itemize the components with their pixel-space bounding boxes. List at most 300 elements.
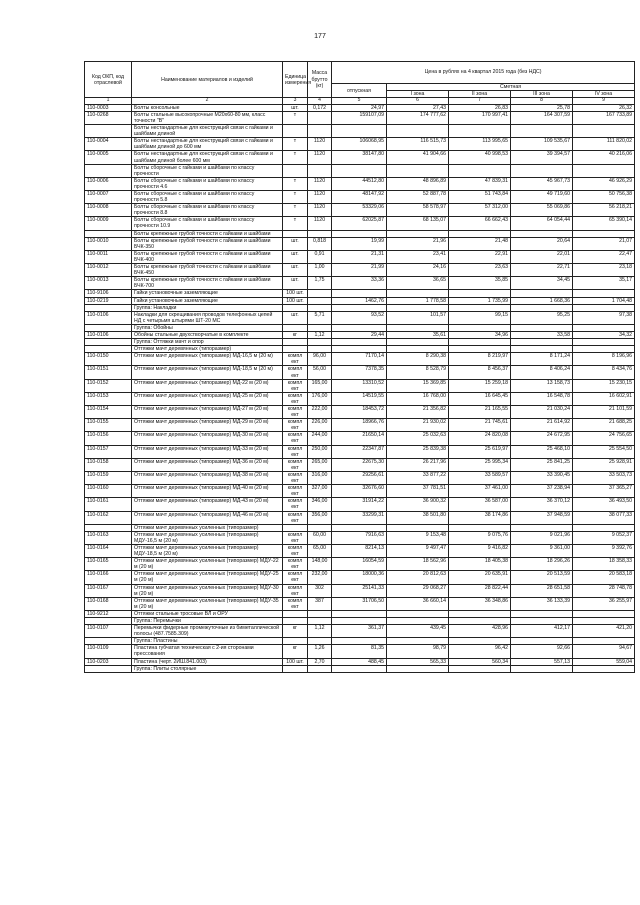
row-price-zone-1: 58 578,97 — [387, 204, 449, 217]
row-price-zone-3: 49 719,60 — [511, 191, 573, 204]
row-price-zone-3: 25,78 — [511, 104, 573, 111]
row-price-zone-4: 56 218,21 — [573, 204, 635, 217]
row-price-zone-3: 20 513,59 — [511, 571, 573, 584]
row-price-zone-4 — [573, 524, 635, 531]
row-price-zone-1 — [387, 524, 449, 531]
row-unit — [283, 324, 308, 331]
row-code: 110-0150 — [85, 353, 132, 366]
row-price-zone-1 — [387, 638, 449, 645]
row-name: Группа: Накладки — [132, 304, 283, 311]
row-price-zone-3 — [511, 638, 573, 645]
price-table — [84, 61, 635, 673]
header-code: Код ОКП, код отраслевой — [85, 62, 132, 98]
row-name: Оттяжки мачт деревянных (типоразмер) МД-18,5 м (20 м) — [132, 366, 283, 379]
row-name: Группа: Оттяжки мачт и опор — [132, 339, 283, 346]
row-price-zone-3: 39 394,57 — [511, 151, 573, 164]
row-name: Оттяжки мачт деревянных (типоразмер) МД-30 м (20 м) — [132, 432, 283, 445]
row-price-zone-4: 1 704,48 — [573, 297, 635, 304]
row-price-zone-3 — [511, 665, 573, 672]
row-unit: кг — [283, 331, 308, 338]
row-price-zone-4: 35,17 — [573, 277, 635, 290]
row-price-zone-4 — [573, 610, 635, 617]
row-price-zone-1: 174 777,62 — [387, 111, 449, 124]
row-price-zone-1: 29 068,27 — [387, 584, 449, 597]
row-unit — [283, 665, 308, 672]
row-price-zone-2 — [449, 304, 511, 311]
row-name: Оттяжки мачт деревянных (типоразмер) МД-33 м (20 м) — [132, 445, 283, 458]
row-price-release — [332, 230, 387, 237]
row-price-zone-2: 22,91 — [449, 250, 511, 263]
row-price-zone-1: 9 497,47 — [387, 544, 449, 557]
table-row — [85, 164, 635, 177]
row-price-release: 8214,13 — [332, 544, 387, 557]
header-unit: Единица измерения — [283, 62, 308, 98]
row-price-release: 32676,60 — [332, 485, 387, 498]
row-code: 110-0109 — [85, 645, 132, 658]
row-price-zone-4 — [573, 164, 635, 177]
row-price-release: 159107,09 — [332, 111, 387, 124]
table-row — [85, 584, 635, 597]
row-price-zone-3 — [511, 304, 573, 311]
row-mass: 1120 — [308, 191, 332, 204]
row-code: 110-0152 — [85, 379, 132, 392]
row-price-zone-1: 41 904,66 — [387, 151, 449, 164]
row-unit: компл ект — [283, 458, 308, 471]
row-unit: компл ект — [283, 511, 308, 524]
row-price-zone-4: 16 602,91 — [573, 392, 635, 405]
row-price-zone-3: 64 054,44 — [511, 217, 573, 230]
table-row — [85, 111, 635, 124]
row-price-zone-2 — [449, 339, 511, 346]
row-unit — [283, 618, 308, 625]
column-number: 5 — [332, 98, 387, 105]
table-row — [85, 311, 635, 324]
row-unit: кг — [283, 645, 308, 658]
row-code: 110-0153 — [85, 392, 132, 405]
row-mass: 165,00 — [308, 379, 332, 392]
row-name: Накладки для скрещивания проводов телефонных цепей НД с четырьмя штырями ШТ-20 МС — [132, 311, 283, 324]
row-price-zone-3: 1 668,36 — [511, 297, 573, 304]
row-price-zone-4: 25 554,50 — [573, 445, 635, 458]
table-row — [85, 204, 635, 217]
row-price-zone-1: 21 930,02 — [387, 419, 449, 432]
row-name: Болты сборочные с гайками и шайбами по классу прочности 5.8 — [132, 191, 283, 204]
row-price-zone-2: 428,96 — [449, 625, 511, 638]
row-name: Болты нестандартные для конструкций связи с гайками и шайбами длиной более 600 мм — [132, 151, 283, 164]
table-row — [85, 638, 635, 645]
row-price-zone-2: 37 461,00 — [449, 485, 511, 498]
row-code: 110-0010 — [85, 237, 132, 250]
table-row — [85, 290, 635, 297]
row-price-zone-2 — [449, 610, 511, 617]
row-price-zone-4 — [573, 230, 635, 237]
row-unit: компл ект — [283, 558, 308, 571]
header-release: отпускная — [332, 84, 387, 98]
row-price-zone-2: 25 995,34 — [449, 458, 511, 471]
row-price-zone-4: 167 733,89 — [573, 111, 635, 124]
row-unit — [283, 304, 308, 311]
row-price-zone-3: 109 535,67 — [511, 138, 573, 151]
row-code: 110-9106 — [85, 290, 132, 297]
row-price-zone-4 — [573, 290, 635, 297]
row-unit: компл ект — [283, 498, 308, 511]
row-code: 110-0159 — [85, 471, 132, 484]
table-row — [85, 339, 635, 346]
row-mass: 1120 — [308, 138, 332, 151]
row-mass: 250,00 — [308, 445, 332, 458]
row-mass — [308, 290, 332, 297]
row-price-zone-2 — [449, 638, 511, 645]
row-price-zone-3: 95,25 — [511, 311, 573, 324]
row-price-zone-3 — [511, 346, 573, 353]
row-unit: т — [283, 177, 308, 190]
row-mass — [308, 665, 332, 672]
row-mass: 1120 — [308, 217, 332, 230]
row-price-zone-2 — [449, 164, 511, 177]
row-unit: т — [283, 111, 308, 124]
row-mass — [308, 164, 332, 177]
row-price-release: 31914,22 — [332, 498, 387, 511]
row-mass: 265,00 — [308, 458, 332, 471]
row-code — [85, 230, 132, 237]
row-unit — [283, 638, 308, 645]
row-price-zone-1: 48 896,89 — [387, 177, 449, 190]
table-row — [85, 558, 635, 571]
row-mass: 0,818 — [308, 237, 332, 250]
row-name: Болты крепежные грубой точности с гайками и шайбами БЧК-450 — [132, 264, 283, 277]
row-name: Пластина (черт. 2ИШ.841.003) — [132, 658, 283, 665]
row-price-release: 62025,87 — [332, 217, 387, 230]
row-price-zone-1 — [387, 230, 449, 237]
row-price-zone-1 — [387, 125, 449, 138]
row-mass — [308, 111, 332, 124]
row-price-zone-4: 94,67 — [573, 645, 635, 658]
row-name: Оттяжки мачт деревянных (типоразмер) МД-29 м (20 м) — [132, 419, 283, 432]
row-code: 110-0008 — [85, 204, 132, 217]
row-code: 110-0003 — [85, 104, 132, 111]
row-price-zone-3: 55 069,86 — [511, 204, 573, 217]
row-unit: 100 шт. — [283, 297, 308, 304]
row-name: Оттяжки мачт деревянных усиленных (типоразмер) МДУ-35 м (20 м) — [132, 597, 283, 610]
row-mass: 387 — [308, 597, 332, 610]
row-code — [85, 665, 132, 672]
row-mass: 222,00 — [308, 406, 332, 419]
row-code: 110-0004 — [85, 138, 132, 151]
row-price-zone-3: 8 406,24 — [511, 366, 573, 379]
row-price-zone-1: 33 877,22 — [387, 471, 449, 484]
row-price-zone-2: 57 312,00 — [449, 204, 511, 217]
row-price-zone-3: 92,66 — [511, 645, 573, 658]
row-price-release: 13310,52 — [332, 379, 387, 392]
row-code: 110-0106 — [85, 331, 132, 338]
row-name: Болты сборочные с гайками и шайбами по классу прочности — [132, 164, 283, 177]
row-name: Болты крепежные грубой точности с гайками и шайбами БЧК-350 — [132, 237, 283, 250]
row-code: 110-0160 — [85, 485, 132, 498]
row-code — [85, 638, 132, 645]
row-unit: компл ект — [283, 366, 308, 379]
row-code — [85, 339, 132, 346]
row-name: Группа: Плиты столярные — [132, 665, 283, 672]
table-body — [85, 104, 635, 672]
row-price-release: 18453,72 — [332, 406, 387, 419]
row-mass: 0,91 — [308, 250, 332, 263]
row-mass: 1120 — [308, 151, 332, 164]
row-price-zone-1 — [387, 346, 449, 353]
row-unit: т — [283, 217, 308, 230]
row-unit: компл ект — [283, 531, 308, 544]
row-price-zone-2: 113 995,65 — [449, 138, 511, 151]
row-name: Оттяжки мачт деревянных усиленных (типоразмер) МДУ-30 м (20 м) — [132, 584, 283, 597]
row-price-zone-3: 24 672,95 — [511, 432, 573, 445]
row-price-zone-4: 20 583,18 — [573, 571, 635, 584]
row-price-release: 106068,95 — [332, 138, 387, 151]
row-unit: компл ект — [283, 406, 308, 419]
row-price-zone-4: 21 688,25 — [573, 419, 635, 432]
table-row — [85, 485, 635, 498]
row-price-zone-1: 8 528,79 — [387, 366, 449, 379]
row-name: Болты нестандартные для конструкций связи с гайками и шайбами длиной — [132, 125, 283, 138]
header-zone-4: IV зона — [573, 91, 635, 98]
header-name: Наименование материалов и изделий — [132, 62, 283, 98]
row-code: 110-0154 — [85, 406, 132, 419]
row-price-zone-4: 23,18 — [573, 264, 635, 277]
row-price-zone-1: 27,43 — [387, 104, 449, 111]
row-price-zone-3: 45 967,73 — [511, 177, 573, 190]
table-row — [85, 277, 635, 290]
row-unit: 100 шт. — [283, 290, 308, 297]
table-row — [85, 392, 635, 405]
row-price-zone-2 — [449, 230, 511, 237]
row-price-zone-4: 8 196,96 — [573, 353, 635, 366]
row-price-zone-4 — [573, 125, 635, 138]
row-price-zone-3 — [511, 339, 573, 346]
row-price-zone-4: 21 101,59 — [573, 406, 635, 419]
row-price-zone-4: 8 434,76 — [573, 366, 635, 379]
row-unit: т — [283, 191, 308, 204]
row-price-zone-3: 18 296,26 — [511, 558, 573, 571]
row-price-zone-4: 9 392,76 — [573, 544, 635, 557]
row-mass — [308, 125, 332, 138]
header-zone-1: I зона — [387, 91, 449, 98]
column-number: 2 — [132, 98, 283, 105]
row-price-zone-2: 40 998,53 — [449, 151, 511, 164]
row-price-zone-2: 36 587,00 — [449, 498, 511, 511]
row-name: Оттяжки мачт деревянных (типоразмер) МД-16,5 м (20 м) — [132, 353, 283, 366]
row-price-zone-3: 557,13 — [511, 658, 573, 665]
row-price-release: 21650,14 — [332, 432, 387, 445]
row-unit: шт. — [283, 311, 308, 324]
table-row — [85, 324, 635, 331]
row-price-zone-1: 52 887,78 — [387, 191, 449, 204]
row-price-zone-3 — [511, 230, 573, 237]
row-price-zone-3 — [511, 290, 573, 297]
row-code: 110-0166 — [85, 571, 132, 584]
row-price-zone-1 — [387, 304, 449, 311]
row-price-zone-2: 34,96 — [449, 331, 511, 338]
row-mass — [308, 346, 332, 353]
table-row — [85, 346, 635, 353]
table-row — [85, 625, 635, 638]
row-name: Оттяжки мачт деревянных (типоразмер) МД-46 м (20 м) — [132, 511, 283, 524]
row-code: 110-0012 — [85, 264, 132, 277]
row-price-zone-4: 18 358,33 — [573, 558, 635, 571]
row-price-zone-2: 21,48 — [449, 237, 511, 250]
row-price-zone-2 — [449, 346, 511, 353]
row-price-zone-1: 21,96 — [387, 237, 449, 250]
row-price-zone-2: 36 348,86 — [449, 597, 511, 610]
row-unit: компл ект — [283, 445, 308, 458]
table-row — [85, 458, 635, 471]
row-code: 110-0006 — [85, 177, 132, 190]
table-row — [85, 544, 635, 557]
table-row — [85, 138, 635, 151]
header-price: Цена в рублях на 4 квартал 2015 года (без НДС) — [332, 62, 635, 84]
row-price-release — [332, 125, 387, 138]
row-code — [85, 164, 132, 177]
row-price-zone-2 — [449, 524, 511, 531]
row-mass — [308, 610, 332, 617]
row-price-release: 24,97 — [332, 104, 387, 111]
row-code: 110-0157 — [85, 445, 132, 458]
row-price-zone-3: 13 158,73 — [511, 379, 573, 392]
row-name: Болты крепежные грубой точности с гайками и шайбами БЧК-700 — [132, 277, 283, 290]
table-row — [85, 597, 635, 610]
row-price-zone-4 — [573, 638, 635, 645]
row-price-zone-4 — [573, 324, 635, 331]
row-mass: 65,00 — [308, 544, 332, 557]
row-mass — [308, 297, 332, 304]
row-mass — [308, 638, 332, 645]
row-price-zone-2: 99,15 — [449, 311, 511, 324]
row-unit — [283, 346, 308, 353]
row-code: 110-0164 — [85, 544, 132, 557]
table-row — [85, 524, 635, 531]
row-price-zone-1: 36 660,14 — [387, 597, 449, 610]
table-row — [85, 151, 635, 164]
row-price-release: 19,99 — [332, 237, 387, 250]
row-price-zone-1: 37 781,51 — [387, 485, 449, 498]
row-price-zone-3 — [511, 524, 573, 531]
row-unit: компл ект — [283, 544, 308, 557]
row-price-zone-1: 116 515,73 — [387, 138, 449, 151]
row-name: Обойны стальные двухстворчатые в комплекте — [132, 331, 283, 338]
row-price-zone-1: 20 812,63 — [387, 571, 449, 584]
row-code — [85, 346, 132, 353]
row-unit: компл ект — [283, 419, 308, 432]
row-code: 110-0167 — [85, 584, 132, 597]
row-mass: 302 — [308, 584, 332, 597]
row-name: Оттяжки мачт деревянных (типоразмер) МД-43 м (20 м) — [132, 498, 283, 511]
row-price-zone-4: 36 493,50 — [573, 498, 635, 511]
row-price-zone-1 — [387, 339, 449, 346]
row-code: 110-0011 — [85, 250, 132, 263]
row-mass — [308, 524, 332, 531]
table-header — [85, 62, 635, 105]
table-row — [85, 445, 635, 458]
row-price-zone-3: 22,71 — [511, 264, 573, 277]
table-row — [85, 498, 635, 511]
row-price-release: 488,45 — [332, 658, 387, 665]
row-price-zone-2: 21 745,61 — [449, 419, 511, 432]
row-code: 110-0268 — [85, 111, 132, 124]
row-unit — [283, 339, 308, 346]
row-price-release: 93,52 — [332, 311, 387, 324]
row-price-release — [332, 304, 387, 311]
table-row — [85, 191, 635, 204]
row-mass: 327,00 — [308, 485, 332, 498]
row-price-zone-1 — [387, 610, 449, 617]
row-name: Группа: Перемычки — [132, 618, 283, 625]
column-number: 1 — [85, 98, 132, 105]
row-unit: кг — [283, 625, 308, 638]
row-price-zone-3: 37 948,59 — [511, 511, 573, 524]
row-price-zone-4: 46 926,29 — [573, 177, 635, 190]
row-code: 110-0203 — [85, 658, 132, 665]
row-price-zone-3: 8 171,24 — [511, 353, 573, 366]
table-row — [85, 217, 635, 230]
row-price-zone-3: 16 548,78 — [511, 392, 573, 405]
row-mass: 60,00 — [308, 531, 332, 544]
row-price-release — [332, 164, 387, 177]
row-price-zone-4: 28 748,78 — [573, 584, 635, 597]
row-code: 110-0156 — [85, 432, 132, 445]
row-price-zone-4: 9 052,37 — [573, 531, 635, 544]
column-number: 3 — [283, 98, 308, 105]
row-name: Гайки установочные заземляющие — [132, 297, 283, 304]
row-code — [85, 125, 132, 138]
row-name: Оттяжки мачт деревянных усиленных (типоразмер) МДУ-16,5 м (20 м) — [132, 531, 283, 544]
row-code — [85, 524, 132, 531]
row-price-zone-2: 1 735,99 — [449, 297, 511, 304]
row-code: 110-0009 — [85, 217, 132, 230]
row-price-zone-4: 21,07 — [573, 237, 635, 250]
row-price-zone-2 — [449, 324, 511, 331]
row-code: 110-0013 — [85, 277, 132, 290]
row-price-release: 14519,55 — [332, 392, 387, 405]
row-mass: 56,00 — [308, 366, 332, 379]
row-price-zone-4: 111 820,02 — [573, 138, 635, 151]
row-mass: 346,00 — [308, 498, 332, 511]
row-price-zone-3 — [511, 324, 573, 331]
row-price-zone-1 — [387, 164, 449, 177]
row-price-zone-1: 25 839,38 — [387, 445, 449, 458]
row-unit — [283, 524, 308, 531]
row-mass: 316,00 — [308, 471, 332, 484]
table-row — [85, 331, 635, 338]
row-price-zone-1: 68 135,07 — [387, 217, 449, 230]
row-price-zone-1: 36,65 — [387, 277, 449, 290]
table-row — [85, 366, 635, 379]
row-name: Болты нестандартные для конструкций связи с гайками и шайбами длиной до 600 мм — [132, 138, 283, 151]
row-price-zone-1: 16 768,00 — [387, 392, 449, 405]
row-mass: 244,00 — [308, 432, 332, 445]
row-price-zone-1: 565,33 — [387, 658, 449, 665]
row-name: Болты сборочные с гайками и шайбами по классу прочности 4.6 — [132, 177, 283, 190]
row-mass: 148,00 — [308, 558, 332, 571]
row-price-release: 18966,76 — [332, 419, 387, 432]
row-price-zone-2: 35,85 — [449, 277, 511, 290]
row-price-zone-1 — [387, 290, 449, 297]
row-code: 110-9212 — [85, 610, 132, 617]
row-price-zone-2: 9 075,76 — [449, 531, 511, 544]
row-price-zone-4: 36 255,97 — [573, 597, 635, 610]
row-price-zone-1: 35,61 — [387, 331, 449, 338]
row-price-zone-1: 15 369,85 — [387, 379, 449, 392]
row-price-release: 33299,31 — [332, 511, 387, 524]
row-code: 110-0155 — [85, 419, 132, 432]
row-price-zone-2: 66 662,43 — [449, 217, 511, 230]
row-price-release — [332, 346, 387, 353]
